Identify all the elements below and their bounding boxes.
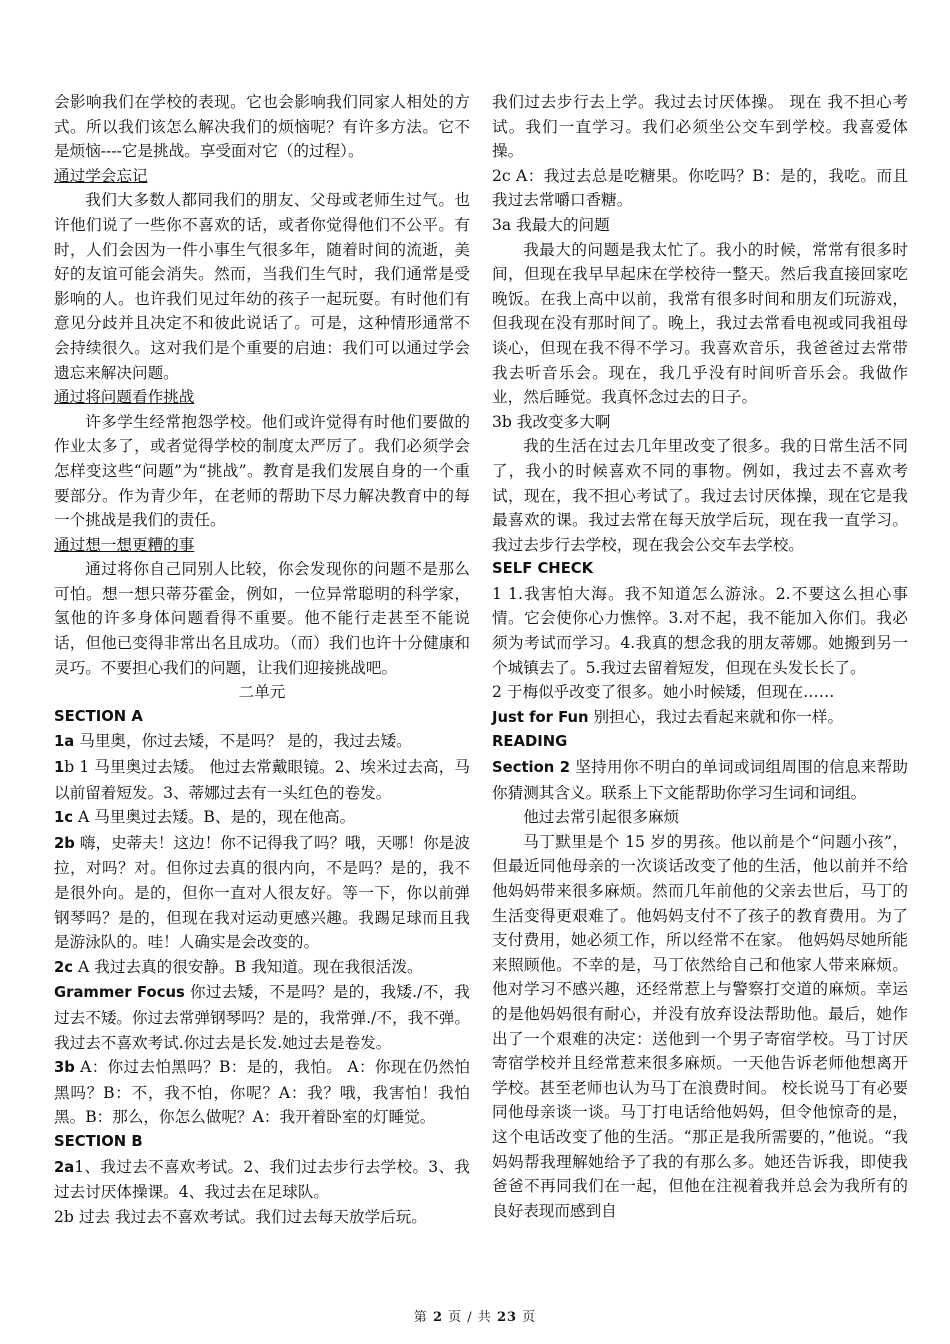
exercise-2c [54, 955, 470, 981]
exercise-3b-heading: 3b 我改变多大啊 [492, 412, 611, 431]
paragraph: 会影响我们在学校的表现。它也会影响我们同家人相处的方式。所以我们该怎么解决我们的烦恼呢？有许多方法。它不是烦恼----它是挑战。享受面对它（的过程）。 [54, 93, 470, 161]
reading-title: 他过去常引起很多麻烦 [523, 808, 680, 827]
paragraph: 我最大的问题是我太忙了。我小的时候，常常有很多时间，但现在我早早起床在学校待一整天。然后我直接回家吃晚饭。在我上高中以前，我常有很多时间和朋友们玩游戏，但我现在没有那时间了。晚上，我过去常看电视或同我祖母谈心，但现在我不得不学习。我喜欢音乐，我爸爸过去常带我去听音乐会。现在，我几乎没有时间听音乐会。我做作业，然后睡觉。我真怀念过去的日子。 [492, 240, 908, 407]
just-for-fun [492, 705, 908, 731]
reading-passage: 马丁默里是个 15 岁的男孩。他以前是个“问题小孩”，但最近同他母亲的一次谈话改变了他的生活，他以前并不给他妈妈带来很多麻烦。然而几年前他的父亲去世后，马丁的生活变得更艰难了。他妈妈支付不了孩子的教育费用。为了支付费用，她必须工作，所以经常不在家。 他妈妈尽她所能来照顾他。不幸的是，马丁依然给自己和他家人带来麻烦。他对学习不感兴趣，还经常惹上与警察打交道的麻烦。幸运的是他妈妈很有耐心，并没有放弃设法帮助他。最后，她作出了一个艰难的决定：送他到一个男子寄宿学校。马丁讨厌寄宿学校并且经常惹来很多麻烦。一天他告诉老师他想离开学校。甚至老师也认为马丁在浪费时间。 校长说马丁有必要同他母亲谈一谈。马丁打电话给他妈妈，但令他惊奇的是，这个电话改变了他的生活。“那正是我所需要的，”他说。“我妈妈帮我理解她给予了我的有那么多。她还告诉我，即使我爸爸不再同我们在一起，但他在注视着我并总会为我所有的良好表现而感到自 [492, 832, 908, 1220]
section-a-heading: SECTION A [54, 707, 143, 725]
paragraph: 我们过去步行去上学。我过去讨厌体操。 现在 我不担心考试。我们一直学习。我们必须坐公交车到学校。我喜爱体操。 [492, 93, 908, 161]
exercise-1b [54, 755, 470, 805]
left-column [54, 90, 470, 1229]
exercise-text: 你过去矮，不是吗？是的，我矮./不，我过去不矮。你过去常弹钢琴吗？是的，我常弹./不，我不弹。我过去不喜欢考试.你过去是长发.她过去是卷发。 [54, 983, 470, 1052]
total-pages: 23 [496, 1310, 518, 1325]
exercise-text: A 我过去真的很安静。B 我知道。现在我很活泼。 [73, 957, 423, 976]
exercise-2b-section-b: 2b 过去 我过去不喜欢考试。我们过去每天放学后玩。 [54, 1207, 427, 1226]
paragraph: 通过将你自己同别人比较，你会发现你的问题不是那么可怕。想一想只蒂芬霍金，例如，一位异常聪明的科学家，氢他的许多身体问题看得不重要。他不能行走甚至不能说话，但他已变得非常出名且成功。（而）我们也许十分健康和灵巧。不要担心我们的问题，让我们迎接挑战吧。 [54, 560, 470, 677]
footer-suffix: 页 [522, 1310, 537, 1325]
section-heading: 通过想一想更糟的事 [54, 535, 195, 554]
self-check-heading: SELF CHECK [492, 560, 594, 578]
exercise-text: 嗨，史蒂夫！这边！你不记得我了吗？哦，天哪！你是波拉，对吗？对。但你过去真的很内向，不是吗？是的，我不是很外向。是的，但你一直对人很友好。等一下，你以前弹钢琴吗？是的，但现在我对运动更感兴趣。我踢足球而且我是游泳队的。哇！人确实是会改变的。 [54, 833, 470, 952]
page-footer [0, 1306, 950, 1325]
exercise-label: 1a [54, 733, 75, 751]
exercise-label: Just for Fun [492, 708, 589, 726]
exercise-text: b 1 马里奥过去矮。 他过去常戴眼镜。2、埃米过去高，马以前留着短发。3、蒂娜过去有一头红色的卷发。 [54, 758, 470, 802]
exercise-label: 3b [54, 1059, 75, 1077]
grammar-focus [54, 980, 470, 1055]
section-heading: 通过将问题看作挑战 [54, 388, 195, 407]
exercise-3a-heading: 3a 我最大的问题 [492, 215, 610, 234]
exercise-2c-section-b: 2c A：我过去总是吃糖果。你吃吗？B：是的，我吃。而且我过去常嚼口香糖。 [492, 166, 908, 210]
exercise-2a [54, 1155, 470, 1205]
paragraph: 许多学生经常抱怨学校。他们或许觉得有时他们要做的作业太多了，或者觉得学校的制度太严厉了。我们必须学会怎样变这些“问题”为“挑战”。教育是我们发展自身的一个重要部分。作为青少年，在老师的帮助下尽力解决教育中的每一个挑战是我们的责任。 [54, 412, 470, 530]
exercise-text: A：你过去怕黑吗？B：是的，我怕。 A：你现在仍然怕黑吗？B：不，我不怕，你呢？A：我？哦，我害怕！我怕黑。B：那么，你怎么做呢？A：我开着卧室的灯睡觉。 [54, 1058, 470, 1127]
paragraph: 我的生活在过去几年里改变了很多。我的日常生活不同了，我小的时候喜欢不同的事物。例如，我过去不喜欢考试，现在，我不担心考试了。我过去讨厌体操，现在它是我最喜欢的课。我过去常在每天放学后玩，现在我一直学习。我过去步行去学校，现在我会公交车去学校。 [492, 437, 908, 554]
exercise-label: 1c [54, 809, 74, 827]
page-number: 2 [432, 1310, 443, 1325]
exercise-label: 2b [54, 834, 75, 852]
exercise-text: 1、我过去不喜欢考试。2、我们过去步行去学校。3、我过去讨厌体操课。4、我过去在足球队。 [54, 1157, 470, 1202]
self-check-1: 1 1.我害怕大海。我不知道怎么游泳。2.不要这么担心事情。它会使你心力憔悴。3.对不起，我不能加入你们。我必须为考试而学习。4.我真的想念我的朋友蒂娜。她搬到另一个城镇去了。5.我过去留着短发，但现在头发长长了。 [492, 584, 908, 677]
exercise-3b [54, 1055, 470, 1130]
section-heading: 通过学会忘记 [54, 166, 148, 185]
footer-middle: 页 / 共 [448, 1310, 492, 1325]
unit-title: 二单元 [238, 683, 286, 702]
reading-heading: READING [492, 733, 568, 751]
section-2 [492, 755, 908, 805]
exercise-text: 坚持用你不明白的单词或词组周围的信息来帮助你猜测其含义。联系上下文能帮助你学习生词和词组。 [492, 758, 908, 802]
exercise-label: 2a [54, 1158, 75, 1176]
footer-prefix: 第 [413, 1310, 428, 1325]
paragraph: 我们大多数人都同我们的朋友、父母或老师生过气。也许他们说了一些你不喜欢的话，或者你觉得他们不公平。有时，人们会因为一件小事生气很多年，随着时间的流逝，美好的友谊可能会消失。然而，当我们生气时，我们通常是受影响的人。也许我们见过年幼的孩子一起玩耍。有时他们有意见分歧并且决定不和彼此说话了。可是，这种情形通常不会持续很久。这对我们是个重要的启迪：我们可以通过学会遗忘来解决问题。 [54, 191, 470, 382]
exercise-text: A 马里奥过去矮。B、是的，现在他高。 [73, 808, 356, 827]
self-check-2: 2 于梅似乎改变了很多。她小时候矮，但现在…… [492, 683, 835, 702]
exercise-text: 马里奥，你过去矮，不是吗？ 是的，我过去矮。 [74, 732, 412, 751]
exercise-1a [54, 729, 470, 755]
right-column [492, 90, 908, 1223]
exercise-label: 2c [54, 958, 74, 976]
exercise-text: 别担心，我过去看起来就和你一样。 [588, 707, 844, 726]
exercise-1c [54, 805, 470, 831]
exercise-label: Grammer Focus [54, 984, 185, 1002]
exercise-label: Section 2 [492, 759, 571, 777]
exercise-label: 1 [54, 759, 65, 777]
section-b-heading: SECTION B [54, 1132, 143, 1150]
exercise-2b [54, 831, 470, 955]
